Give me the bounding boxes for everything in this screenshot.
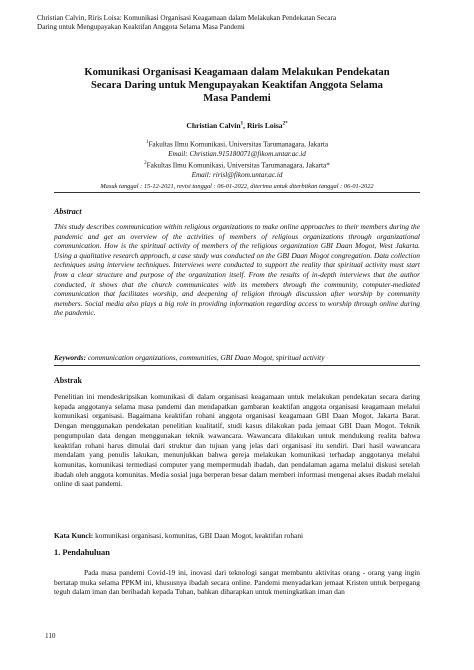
title-line-3: Masa Pandemi: [203, 93, 271, 104]
divider-top: [54, 192, 420, 193]
affiliations: [40, 138, 434, 180]
keywords-text: communication organizations, communities, GBI Daan Mogot, spiritual activity: [86, 353, 325, 362]
keywords-label: Keywords:: [54, 353, 87, 362]
author-list: [40, 121, 434, 130]
keywords: [54, 353, 420, 362]
author-name: Riris Loisa: [246, 121, 283, 130]
running-header: [37, 14, 437, 32]
submission-dates: Masuk tanggal : 15-12-2021, revisi tanggal : 06-01-2022, diterima untuk diterbitkan tanggal : 06-01-2022: [100, 183, 374, 190]
affiliation-line: [40, 159, 434, 171]
running-header-line-2: Daring untuk Mengupayakan Keaktifan Anggota Selama Masa Pandemi: [37, 23, 245, 31]
kata-kunci: [54, 531, 420, 540]
affiliation-text: Fakultas Ilmu Komunikasi, Universitas Tarumanagara, Jakarta*: [146, 161, 330, 170]
author-marker: 2*: [282, 121, 288, 127]
page-number: 110: [45, 632, 56, 640]
affiliation-text: Fakultas Ilmu Komunikasi, Universitas Tarumanagara, Jakarta: [148, 140, 329, 149]
intro-paragraph: Pada masa pandemi Covid-19 ini, inovasi dari teknologi sangat membantu aktivitas orang - orang yang ingin bertatap muka selama PPKM ini, khususnya ibadah secara online. Pandemi menyadarkan jemaat Kristen untuk berpegang teguh dalam iman dan beribadah kepada Tuhan, bahkan diharapkan untuk meningkatkan iman dan: [54, 568, 420, 597]
abstract-heading: [54, 207, 82, 216]
title-line-2: Secara Daring untuk Mengupayakan Keaktifan Anggota Selama: [91, 80, 383, 91]
affiliation-line: [40, 138, 434, 150]
kata-kunci-label: Kata Kunci:: [54, 531, 94, 540]
affiliation-marker: 1: [145, 140, 149, 145]
author-separator: ,: [243, 121, 247, 130]
section-heading: 1. Pendahuluan: [54, 548, 110, 557]
abstrak-heading: Abstrak: [54, 376, 83, 385]
author-name: Christian Calvin: [186, 121, 241, 130]
author-marker: 1: [240, 121, 244, 127]
kata-kunci-text: komunikasi organisasi, komunitas, GBI Daan Mogot, keaktifan rohani: [93, 531, 304, 540]
title-line-1: Komunikasi Organisasi Keagamaan dalam Melakukan Pendekatan: [84, 67, 390, 78]
divider-keywords: [54, 365, 420, 366]
abstract-heading-text: Abstract: [54, 207, 82, 216]
paper-title: [40, 66, 434, 105]
author-email: Email: Christian.915180071@fikom.untar.ac.id: [168, 149, 306, 158]
affiliation-marker: 2: [144, 160, 147, 166]
author-email: Email: ririsl@fikom.untar.ac.id: [191, 170, 283, 179]
abstract-english: This study describes communication within religious organizations to make online approaches to their members during the pandemic and get an overview of the activities of members of religious organizations through organizational communication. How is the spiritual activity of members of the religious organization GBI Daan Mogot, West Jakarta. Using a qualitative research approach, a case study was conducted on the GBI Daan Mogot congregation. Data collection techniques using interview techniques. Interviews were conducted to support the reality that spiritual activity must start from a clear structure and purpose of the organization itself. From the results of in-depth interviews that the author conducted, it shows that the church communicates with its members through the community, computer-mediated communication that facilitates worship, and deepening of religion through discussion after worship by community members. Social media also plays a big role in providing information regarding access to worship through online during the pandemic.: [54, 222, 420, 318]
abstract-indonesian: Penelitian ini mendeskripsikan komunikasi di dalam organisasi keagamaan untuk melakukan pendekatan secara daring kepada anggotanya selama masa pandemi dan mendapatkan gambaran keaktifan anggota organisasi keagamaan melalui komunikasi organisasi. Bagaimana keaktifan rohani anggota organisasi keagamaan GBI Daan Mogot, Jakarta Barat. Dengan menggunakan pendekatan penelitian kualitatif, studi kasus dilakukan pada jemaat GBI Daan Mogot. Teknik pengumpulan data dengan menggunakan teknik wawancara. Wawancara dilakukan untuk mendukung realita bahwa keaktifan rohani harus dimulai dari struktur dan tujuan yang jelas dari organisasi itu sendiri. Dari hasil wawancara mendalam yang penulis lakukan, menunjukkan bahwa gereja melakukan komunikasi terhadap anggotanya melalui komunitas, komunikasi termediasi computer yang mempermudah ibadah, dan pendalaman agama melalui diskusi setelah ibadah oleh anggota komunitas. Media sosial juga berperan besar dalam memberi informasi mengenai akses ibadah melalui online di saat pandemi.: [54, 392, 420, 489]
running-header-line-1: Christian Calvin, Riris Loisa: Komunikasi Organisasi Keagamaan dalam Melakukan Pendekatan Secara: [37, 14, 337, 22]
